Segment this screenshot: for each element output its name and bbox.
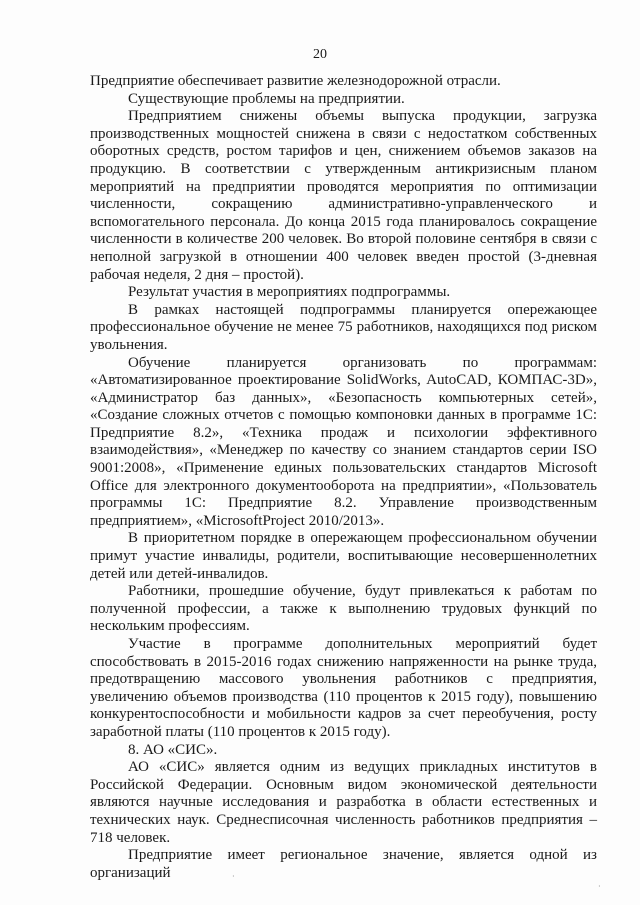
paragraph: Предприятие имеет региональное значение, является одной из организаций [90,847,597,881]
paragraph: АО «СИС» является одним из ведущих прикладных институтов в Российской Федерации. Основным видом экономической деятельности являются научные исследования и разработка в области естественных и технических наук. Среднесписочная численность работников предприятия – 718 человек. [90,759,597,846]
document-body [90,73,597,882]
page-number: 20 [313,47,327,62]
paragraph: Обучение планируется организовать по программам: «Автоматизированное проектирование SolidWorks, AutoCAD, КОМПАС-3D», «Администратор баз данных», «Безопасность компьютерных сетей», «Создание сложных отчетов с помощью компоновки данных в программе 1С: Предприятие 8.2», «Техника продаж и психологии эффективного взаимодействия», «Менеджер по качеству со знанием стандартов серии ISO 9001:2008», «Применение единых пользовательских стандартов Microsoft Office для электронного документооборота на предприятии», «Пользователь программы 1С: Предприятие 8.2. Управление производственным предприятием», «MicrosoftProject 2010/2013». [90,354,597,529]
paragraph: Существующие проблемы на предприятии. [128,90,405,107]
section-heading: 8. АО «СИС». [128,741,218,758]
paragraph: В приоритетном порядке в опережающем профессиональном обучении примут участие инвалиды, родители, воспитывающие несовершеннолетних детей или детей-инвалидов. [90,530,597,582]
scan-speck: · [598,882,601,891]
paragraph: Предприятие обеспечивает развитие железнодорожной отрасли. [90,73,501,89]
paragraph: В рамках настоящей подпрограммы планируется опережающее профессиональное обучение не менее 75 работников, находящихся под риском увольнения. [90,301,597,353]
paragraph: Работники, прошедшие обучение, будут привлекаться к работам по полученной профессии, а также к выполнению трудовых функций по нескольким профессиям. [90,583,597,635]
paragraph: Результат участия в мероприятиях подпрограммы. [128,284,451,301]
paragraph: Участие в программе дополнительных мероприятий будет способствовать в 2015-2016 годах снижению напряженности на рынке труда, предотвращению массового увольнения работников с предприятия, увеличению объемов производства (110 процентов к 2015 году), повышению конкурентоспособности и мобильности кадров за счет переобучения, росту заработной платы (110 процентов к 2015 году). [90,636,597,740]
scan-speck: · [232,872,235,881]
paragraph: Предприятием снижены объемы выпуска продукции, загрузка производственных мощностей снижена в связи с недостатком собственных оборотных средств, ростом тарифов и цен, снижением объемов заказов на продукцию. В соответствии с утвержденным антикризисным планом мероприятий на предприятии проводятся мероприятия по оптимизации численности, сокращению административно-управленческого и вспомогательного персонала. До конца 2015 года планировалось сокращение численности в количестве 200 человек. Во второй половине сентября в связи с неполной загрузкой в отношении 400 человек введен простой (3-дневная рабочая неделя, 2 дня – простой). [90,108,597,283]
